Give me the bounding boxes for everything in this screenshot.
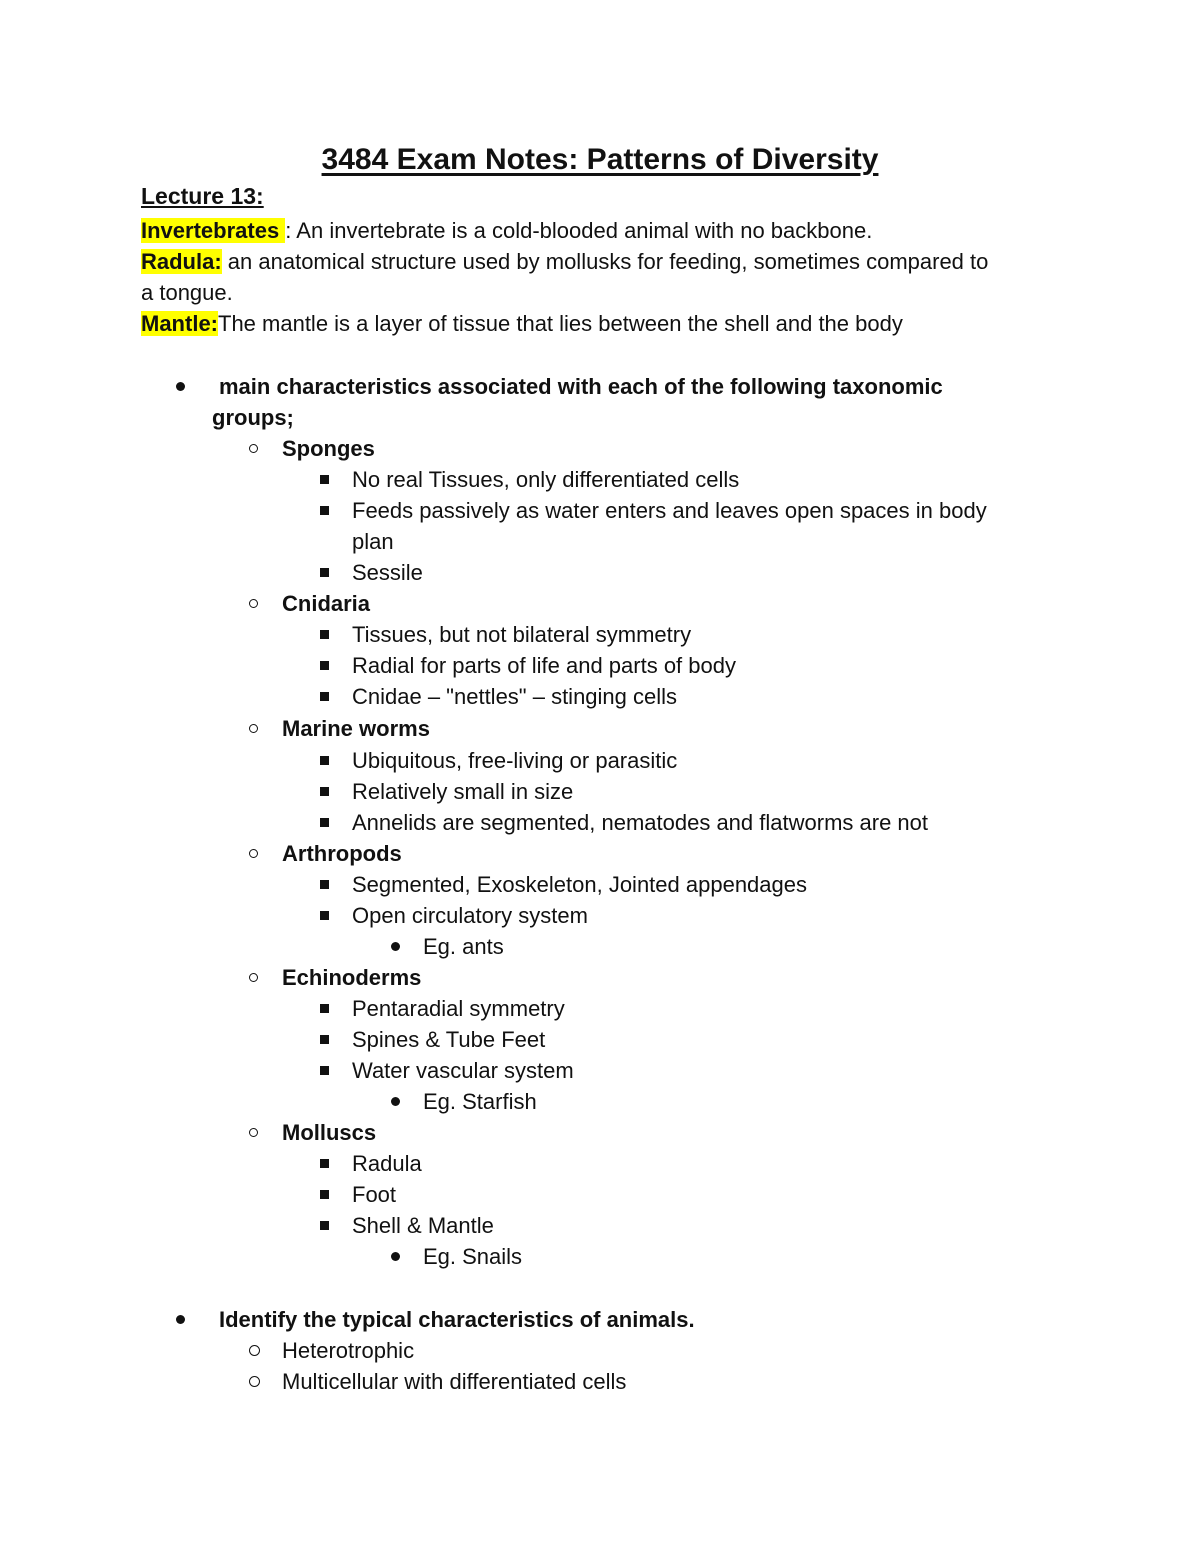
bullet-ring (249, 1128, 258, 1137)
term-highlight: Invertebrates (141, 218, 286, 243)
bullet-dot (391, 1252, 400, 1261)
group-item: Radial for parts of life and parts of body (352, 653, 736, 678)
bullet-ring (249, 973, 258, 982)
group-item: Sessile (352, 560, 423, 585)
bullet-square (320, 1004, 329, 1013)
list-item: Heterotrophic (282, 1338, 415, 1363)
lecture-heading: Lecture 13: (141, 183, 264, 209)
group-item: Shell & Mantle (352, 1213, 494, 1238)
bullet-square (320, 911, 329, 920)
group-item: Pentaradial symmetry (352, 996, 565, 1021)
bullet-ring (249, 1376, 260, 1387)
term-highlight: Radula: (141, 249, 222, 274)
definition-radula-cont: a tongue. (141, 280, 233, 305)
definition-invertebrates (141, 215, 872, 246)
group-item: Foot (352, 1182, 397, 1207)
definition-mantle (141, 308, 903, 339)
group-name: Marine worms (282, 716, 430, 741)
page-title: 3484 Exam Notes: Patterns of Diversity (321, 143, 879, 176)
bullet-square (320, 787, 329, 796)
group-item: Water vascular system (352, 1058, 574, 1083)
group-name: Cnidaria (282, 591, 371, 616)
group-name: Sponges (282, 436, 375, 461)
bullet-ring (249, 724, 258, 733)
group-name: Echinoderms (282, 965, 422, 990)
definition-radula (141, 246, 988, 277)
bullet-square (320, 880, 329, 889)
bullet-square (320, 568, 329, 577)
bullet-square (320, 630, 329, 639)
bullet-ring (249, 1345, 260, 1356)
definition-text: The mantle is a layer of tissue that lies between the shell and the body (218, 311, 903, 336)
bullet-square (320, 1159, 329, 1168)
group-item: Ubiquitous, free-living or parasitic (352, 748, 678, 773)
group-item: Feeds passively as water enters and leaves open spaces in body (352, 498, 987, 523)
group-example: Eg. Snails (423, 1244, 523, 1269)
section1-heading: main characteristics associated with each of the following taxonomic (219, 374, 943, 399)
group-item-cont: plan (352, 529, 394, 554)
group-item: Open circulatory system (352, 903, 588, 928)
bullet-dot (176, 382, 185, 391)
section1-heading-cont: groups; (212, 405, 294, 430)
bullet-square (320, 1221, 329, 1230)
bullet-square (320, 756, 329, 765)
group-item: Tissues, but not bilateral symmetry (352, 622, 692, 647)
bullet-dot (176, 1315, 185, 1324)
group-item: Annelids are segmented, nematodes and flatworms are not (352, 810, 928, 835)
bullet-ring (249, 849, 258, 858)
bullet-square (320, 1035, 329, 1044)
bullet-dot (391, 942, 400, 951)
group-example: Eg. Starfish (423, 1089, 537, 1114)
bullet-ring (249, 599, 258, 608)
bullet-square (320, 692, 329, 701)
group-item: Segmented, Exoskeleton, Jointed appendages (352, 872, 807, 897)
group-item: No real Tissues, only differentiated cells (352, 467, 740, 492)
term-highlight: Mantle: (141, 311, 218, 336)
bullet-square (320, 818, 329, 827)
group-item: Spines & Tube Feet (352, 1027, 546, 1052)
group-item: Cnidae – "nettles" – stinging cells (352, 684, 678, 709)
definition-text: : An invertebrate is a cold-blooded animal with no backbone. (285, 218, 873, 243)
section2-heading: Identify the typical characteristics of animals. (219, 1307, 695, 1332)
definition-text: an anatomical structure used by mollusks for feeding, sometimes compared to (221, 249, 989, 274)
group-item: Radula (352, 1151, 422, 1176)
group-name: Molluscs (282, 1120, 377, 1145)
bullet-square (320, 661, 329, 670)
bullet-square (320, 1190, 329, 1199)
bullet-square (320, 475, 329, 484)
list-item: Multicellular with differentiated cells (282, 1369, 627, 1394)
group-example: Eg. ants (423, 934, 504, 959)
bullet-square (320, 506, 329, 515)
bullet-square (320, 1066, 329, 1075)
bullet-ring (249, 444, 258, 453)
group-item: Relatively small in size (352, 779, 574, 804)
group-name: Arthropods (282, 841, 402, 866)
bullet-dot (391, 1097, 400, 1106)
